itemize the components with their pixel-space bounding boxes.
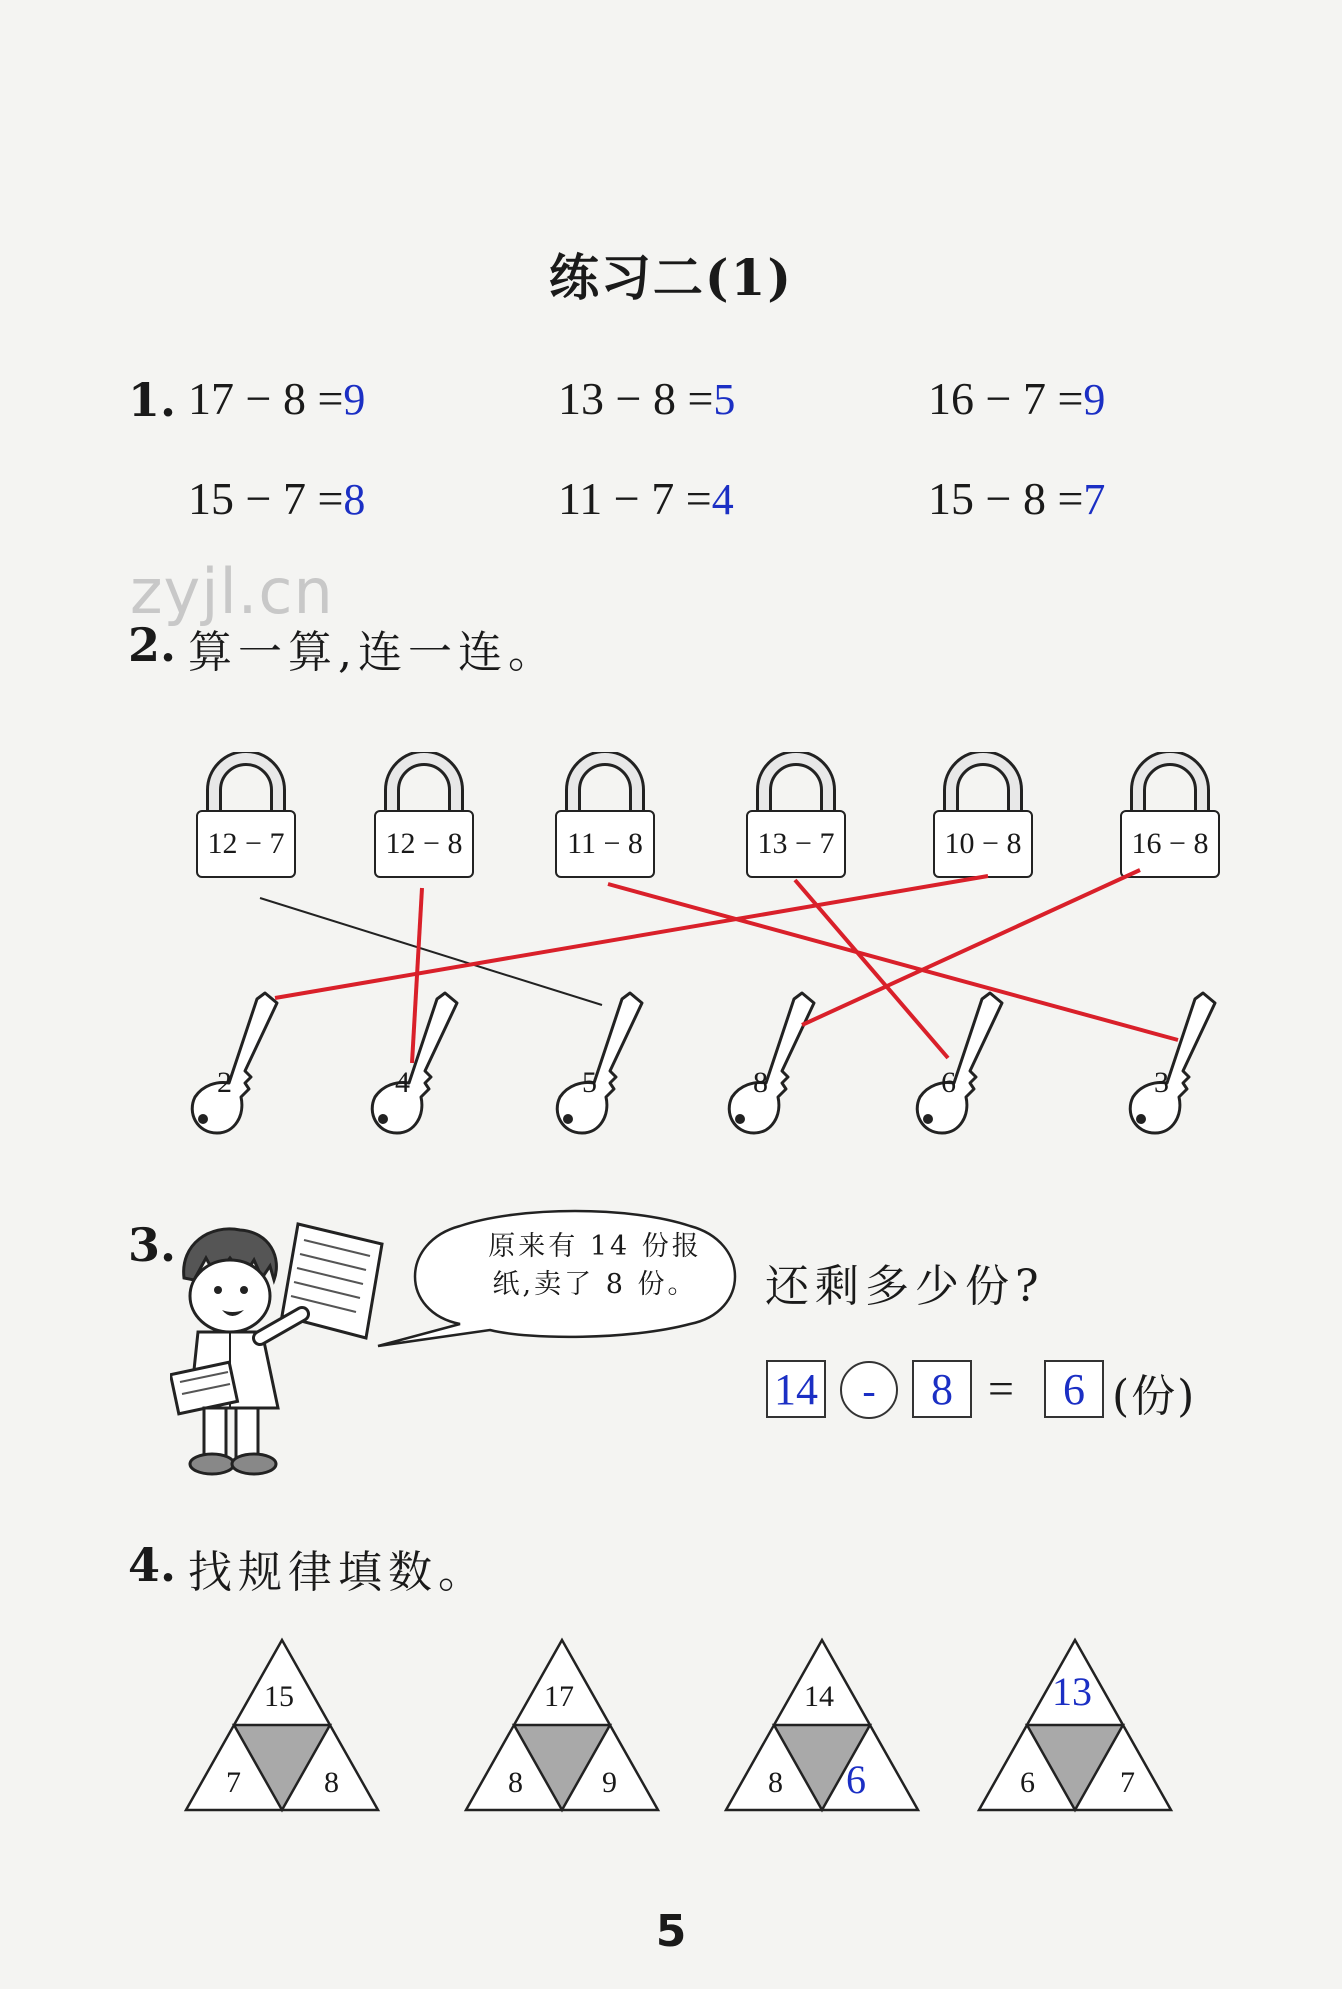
triangle-2-left: 8	[508, 1766, 523, 1799]
key-6-label: 3	[1154, 1066, 1169, 1099]
watermark: zyjl.cn	[130, 555, 334, 628]
q1-eq-4-answer: 8	[343, 475, 366, 524]
q1-eq-4-expr: 15 − 7 =	[188, 473, 344, 524]
lock-5: 10 − 8	[933, 810, 1033, 878]
q1-eq-2-expr: 13 − 8 =	[558, 373, 714, 424]
unit-label: (份)	[1112, 1371, 1197, 1422]
speech-line-2: 纸,卖了 8 份。	[492, 1269, 698, 1300]
triangle-1	[186, 1640, 378, 1810]
q1-eq-1-answer: 9	[343, 375, 366, 424]
q1-eq-5-answer: 4	[711, 475, 734, 524]
lock-2: 12 − 8	[374, 810, 474, 878]
lock-4: 13 − 7	[746, 810, 846, 878]
triangle-4-answer: 13	[1052, 1669, 1092, 1714]
operator-circle[interactable]: -	[840, 1361, 898, 1419]
triangle-1-top: 15	[264, 1680, 294, 1713]
key-5-label: 6	[941, 1066, 956, 1099]
q3-question: 还剩多少份?	[765, 1261, 1045, 1312]
triangle-3-answer: 6	[846, 1757, 866, 1802]
triangle-1-right: 8	[324, 1766, 339, 1799]
triangle-2-top: 17	[544, 1680, 574, 1713]
q1-eq-1-expr: 17 − 8 =	[188, 373, 344, 424]
q1-eq-2-answer: 5	[713, 375, 736, 424]
q1-number: 1.	[128, 373, 177, 427]
triangle-3-left: 8	[768, 1766, 783, 1799]
triangle-3-top: 14	[804, 1680, 834, 1713]
q1-eq-3-answer: 9	[1083, 375, 1106, 424]
q1-eq-6-answer: 7	[1083, 475, 1106, 524]
speech-line-1: 原来有 14 份报	[488, 1231, 702, 1262]
q1-eq-5-expr: 11 − 7 =	[558, 473, 712, 524]
q4-number: 4.	[128, 1538, 177, 1592]
answer-box-3[interactable]: 6	[1044, 1360, 1104, 1418]
key-2-label: 4	[395, 1066, 410, 1099]
q2-number: 2.	[128, 618, 177, 672]
q2-instruction: 算一算,连一连。	[188, 627, 558, 678]
triangle-4-right: 7	[1120, 1766, 1135, 1799]
triangle-4-left: 6	[1020, 1766, 1035, 1799]
triangle-2-right: 9	[602, 1766, 617, 1799]
lock-3: 11 − 8	[555, 810, 655, 878]
equals-sign: =	[988, 1363, 1014, 1414]
key-1-label: 2	[217, 1066, 232, 1099]
lock-1: 12 − 7	[196, 810, 296, 878]
triangle-2	[466, 1640, 658, 1810]
key-4-label: 8	[753, 1066, 768, 1099]
answer-box-2[interactable]: 8	[912, 1360, 972, 1418]
answer-box-1[interactable]: 14	[766, 1360, 826, 1418]
q3-number: 3.	[128, 1218, 177, 1272]
q4-instruction: 找规律填数。	[188, 1547, 488, 1598]
lock-6: 16 − 8	[1120, 810, 1220, 878]
triangle-4	[979, 1640, 1171, 1810]
page-number: 5	[655, 1906, 687, 1957]
page-title: 练习二(1)	[548, 248, 794, 307]
q1-eq-6-expr: 15 − 8 =	[928, 473, 1084, 524]
q1-eq-3-expr: 16 − 7 =	[928, 373, 1084, 424]
triangle-3	[726, 1640, 918, 1810]
key-3-label: 5	[582, 1066, 597, 1099]
triangle-1-left: 7	[226, 1766, 241, 1799]
